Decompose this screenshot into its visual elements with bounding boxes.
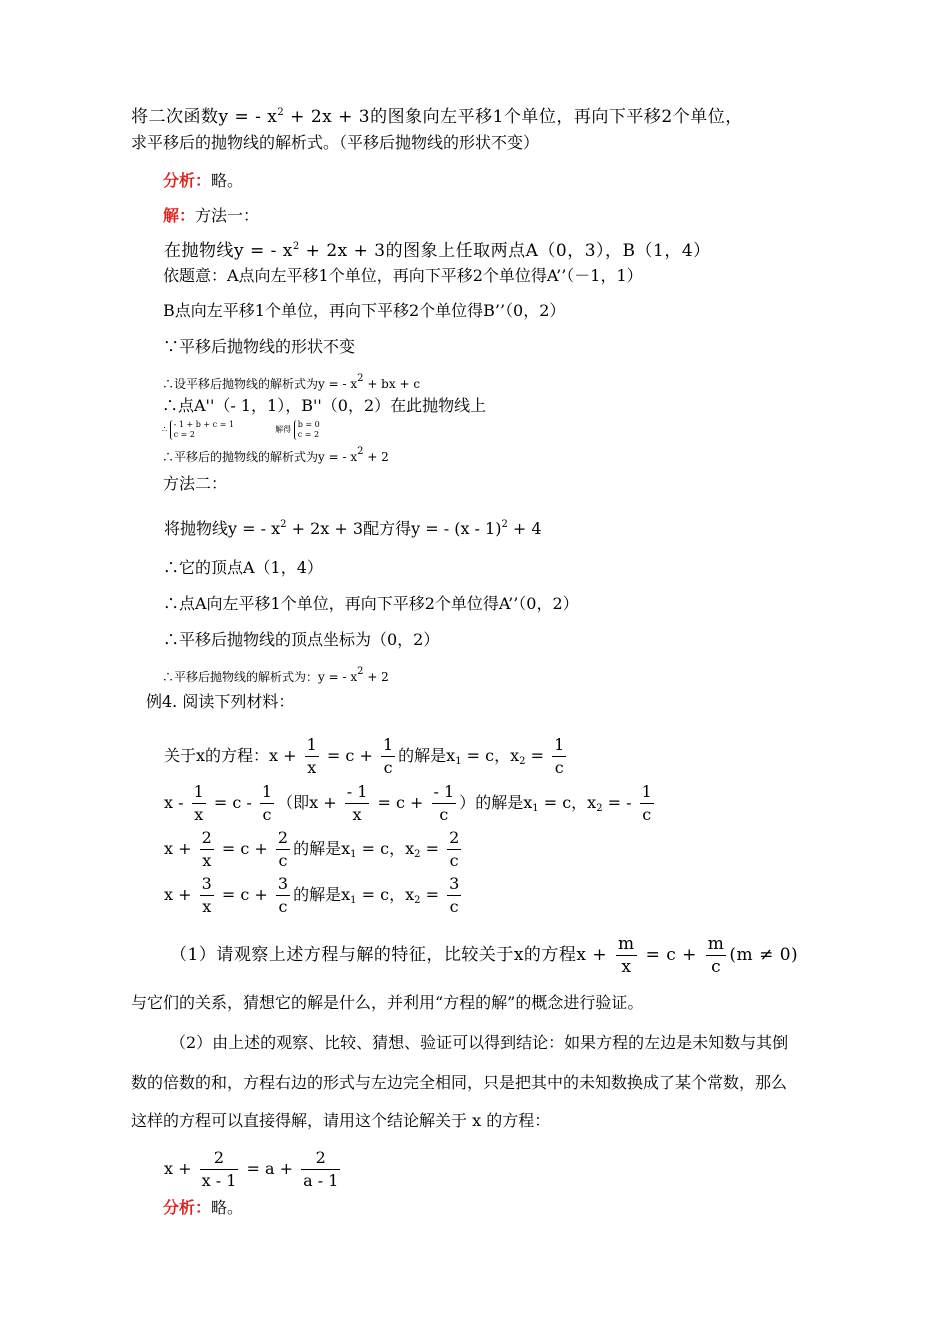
text: ∴设平移后抛物线的解析式为 [162,377,319,391]
numerator: 3 [276,873,290,896]
numerator: 1 [260,781,274,804]
m1-line-3: B点向左平移1个单位，再向下平移2个单位得B’’（0，2） [163,301,566,320]
formula: = - [602,793,637,812]
m1-line-2: 依题意：A点向左平移1个单位，再向下平移2个单位得A’’（－1，1） [163,266,643,285]
formula: x + [309,793,342,812]
subscript: 1 [350,849,357,860]
fraction [447,873,461,918]
numerator: 2 [301,1147,340,1170]
denominator: x [194,805,204,824]
question-text: （1）请观察上述方程与解的特征，比较关于x的方程 [170,945,577,965]
denominator: a - 1 [303,1171,339,1190]
analysis-text: 略。 [211,171,244,190]
question-2-line-1: （2）由上述的观察、比较、猜想、验证可以得到结论：如果方程的左边是未知数与其倒 [170,1033,789,1052]
denominator: c [554,758,564,777]
denominator: x [352,805,362,824]
equation-system-2 [294,420,320,440]
denominator: c [449,897,459,916]
final-equation [164,1147,343,1192]
formula: = [420,839,445,858]
formula: = c + [216,885,273,904]
denominator: c [449,851,459,870]
formula: + 4 [507,519,542,538]
formula: = c， [356,839,406,858]
text: 配方得 [363,519,412,538]
formula: y = - x [318,450,358,464]
m1-line-8 [162,446,389,468]
text: 将抛物线 [164,519,229,538]
text: 在抛物线 [164,241,234,261]
fraction [706,933,727,978]
problem-text: 将二次函数 [131,107,219,127]
fraction [276,873,290,918]
solve-label: 解得 [275,425,292,434]
m1-line-5 [162,373,420,395]
formula: = c + [372,793,429,812]
formula: = c + [216,839,273,858]
fraction [200,827,214,872]
formula: x + [164,885,197,904]
text: 的解是 [293,839,342,858]
solution-label: 解： [163,206,196,225]
formula: + bx + c [363,377,421,391]
formula: = a + [241,1159,299,1178]
denominator: c [439,805,449,824]
denominator: x [307,758,317,777]
text: （即 [277,793,310,812]
denominator: x [202,851,212,870]
formula: y = - x [228,519,281,538]
denominator: c [278,897,288,916]
example-equation-4 [164,873,464,918]
numerator: 1 [381,734,395,757]
formula: x [405,839,415,858]
analysis-label: 分析： [163,1198,212,1217]
m2-line-5 [162,666,389,688]
solution-header [163,205,259,227]
analysis-text: 略。 [211,1198,244,1217]
formula: + 2 [363,670,389,684]
formula: x - [164,793,189,812]
fraction [381,734,395,779]
denominator: c [642,805,652,824]
fraction [345,781,370,826]
text: ∴平移后抛物线的解析式为： [162,670,319,684]
numerator: 1 [640,781,654,804]
numerator: 1 [305,734,319,757]
formula: = [525,746,550,765]
formula: = c， [461,746,511,765]
exponent: 2 [357,373,364,384]
text: ∴平移后的抛物线的解析式为 [162,450,319,464]
exponent: 2 [357,666,364,677]
fraction [276,827,290,872]
formula: y = - x [318,670,358,684]
formula: x + [164,839,197,858]
text: 关于x的方程： [164,746,270,765]
fraction [301,1147,340,1192]
equation-system-1 [170,420,234,440]
subscript: 2 [414,849,421,860]
exponent: 2 [357,446,364,457]
text: ）的解是 [459,793,524,812]
formula: y = - x [318,377,358,391]
formula: = c + [639,945,703,965]
formula: x + [164,1159,197,1178]
numerator: 2 [447,827,461,850]
analysis-label: 分析： [163,171,212,190]
formula: = c + [321,746,378,765]
formula: + 2 [363,450,389,464]
denominator: c [278,851,288,870]
equation: - 1 + b + c = 1 [173,420,235,429]
exponent: 2 [501,519,508,530]
m1-line-6: ∴点A''（- 1，1），B''（0，2）在此抛物线上 [162,396,487,415]
question-1-line-2: 与它们的关系，猜想它的解是什么，并利用“方程的解”的概念进行验证。 [131,993,644,1012]
numerator: 1 [552,734,566,757]
equation: b = 0 [297,420,320,429]
exponent: 2 [277,107,285,118]
formula: x + [576,945,614,965]
fraction [640,781,654,826]
formula: x + [269,746,302,765]
numerator: 2 [200,1147,239,1170]
formula: x [523,793,533,812]
denominator: x - 1 [201,1171,237,1190]
equation: c = 2 [173,430,195,439]
fraction [447,827,461,872]
numerator: 2 [276,827,290,850]
example-equation-3 [164,827,464,872]
formula: = c， [356,885,406,904]
analysis-line [163,170,243,192]
example-equation-2 [164,781,657,826]
therefore-symbol: ∴ [162,425,168,434]
exponent: 2 [280,519,287,530]
fraction [200,873,214,918]
formula: x [446,746,456,765]
formula: y = - (x - 1) [411,519,502,538]
fraction [616,933,637,978]
exponent: 2 [292,241,300,252]
denominator: x [621,957,632,977]
formula: = [420,885,445,904]
fraction [200,1147,239,1192]
denominator: c [383,758,393,777]
formula: + 2x + 3 [284,107,371,127]
question-1-line-1 [170,933,798,978]
m2-line-1 [164,518,542,540]
numerator: - 1 [345,781,370,804]
subscript: 1 [350,895,357,906]
numerator: m [707,934,725,954]
denominator: c [711,957,722,977]
formula: + 2x + 3 [299,241,386,261]
formula: + 2x + 3 [286,519,364,538]
formula: y = - x [218,107,278,127]
denominator: x [202,897,212,916]
fraction [260,781,274,826]
formula: x [341,885,351,904]
equation: c = 2 [297,430,320,439]
problem-line-1 [131,106,743,128]
formula: = c， [538,793,588,812]
numerator: 3 [200,873,214,896]
example-equation-1 [164,734,569,779]
formula: = c - [208,793,257,812]
question-2-line-3: 这样的方程可以直接得解，请用这个结论解关于 x 的方程： [131,1111,551,1130]
numerator: 1 [192,781,206,804]
m2-line-4: ∴平移后抛物线的顶点坐标为（0，2） [163,630,440,649]
m1-system [162,420,320,440]
method-two-label: 方法二： [163,474,228,493]
question-2-line-2: 数的倍数的和，方程右边的形式与左边完全相同，只是把其中的未知数换成了某个常数，那么 [131,1073,788,1092]
subscript: 2 [519,756,526,767]
formula: x [510,746,520,765]
text: 的解是 [293,885,342,904]
text: 的解是 [398,746,447,765]
problem-text: 的图象向左平移1个单位，再向下平移2个单位， [370,107,743,127]
formula: x [341,839,351,858]
analysis-line-2 [163,1197,243,1219]
denominator: c [262,805,272,824]
formula: x [587,793,597,812]
fraction [552,734,566,779]
text: 的图象上任取两点A（0，3），B（1，4） [385,241,711,261]
subscript: 2 [596,803,603,814]
subscript: 1 [532,803,539,814]
fraction [192,781,206,826]
m1-line-1 [164,240,711,262]
numerator: 2 [200,827,214,850]
subscript: 1 [455,756,462,767]
fraction [305,734,319,779]
m1-line-4: ∵平移后抛物线的形状不变 [163,337,356,356]
problem-line-2: 求平移后的抛物线的解析式。（平移后抛物线的形状不变） [131,133,540,152]
m2-line-3: ∴点A向左平移1个单位，再向下平移2个单位得A’’（0，2） [163,594,579,613]
numerator: - 1 [432,781,457,804]
example-4-title: 例4. 阅读下列材料： [146,692,295,711]
formula: y = - x [234,241,293,261]
subscript: 2 [414,895,421,906]
method-one-label: 方法一： [195,206,260,225]
numerator: 3 [447,873,461,896]
formula: x [405,885,415,904]
numerator: m [618,934,635,954]
m2-line-2: ∴它的顶点A（1，4） [163,558,323,577]
fraction [432,781,457,826]
condition: (m ≠ 0) [729,945,799,965]
